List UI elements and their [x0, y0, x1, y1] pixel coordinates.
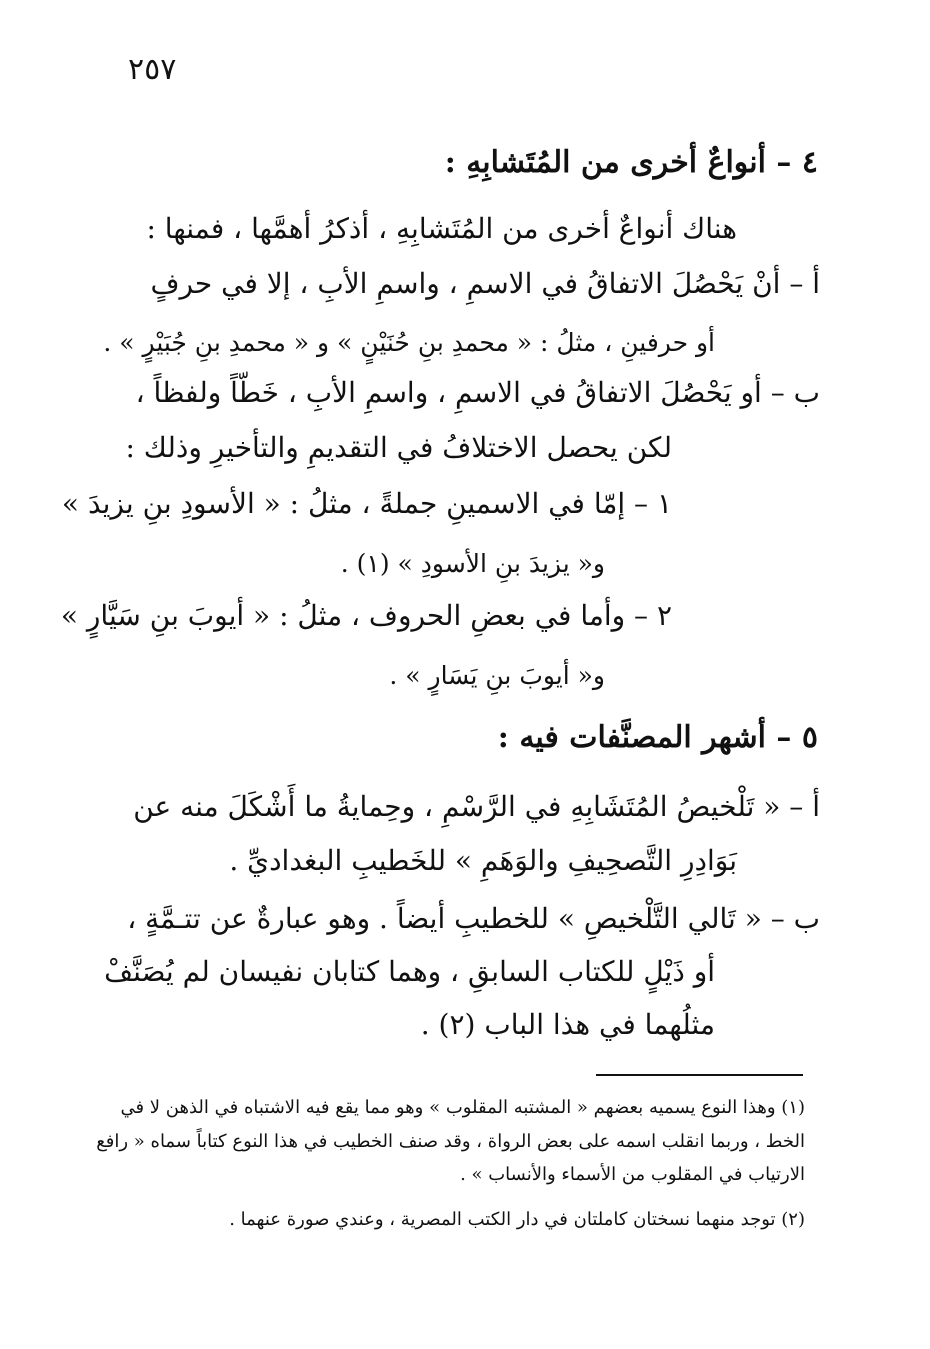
section-5-point-b-line-1: ب – « تَالي التَّلْخيصِ » للخطيبِ أيضاً . وهو عبارةٌ عن تتـمَّةٍ ، — [127, 902, 820, 935]
section-4-item-2-line-1: ٢ – وأما في بعضِ الحروف ، مثلُ : « أيوبَ بنِ سَيَّارٍ » — [60, 599, 672, 632]
section-4-item-1-line-2: و« يزيدَ بنِ الأسودِ » (١) . — [340, 549, 605, 578]
section-4-item-1-line-1: ١ – إمّا في الاسمينِ جملةً ، مثلُ : « الأسودِ بنِ يزيدَ » — [61, 487, 672, 520]
section-5-point-b-line-3: مثلُهما في هذا الباب (٢) . — [420, 1008, 715, 1041]
section-5-point-a-line-2: بَوَادِرِ التَّصحِيفِ والوَهَمِ » للخَطيبِ البغداديِّ . — [229, 844, 737, 877]
section-4-point-a-line-1: أ – أنْ يَحْصُلَ الاتفاقُ في الاسمِ ، واسمِ الأبِ ، إلا في حرفٍ — [150, 267, 820, 300]
footnote-2: (٢) توجد منهما نسختان كاملتان في دار الكتب المصرية ، وعندي صورة عنهما . — [229, 1209, 805, 1230]
section-5-heading: ٥ – أشهر المصنَّفات فيه : — [497, 720, 818, 755]
section-4-point-a-line-2: أو حرفينِ ، مثلُ : « محمدِ بنِ حُنَيْنٍ » و « محمدِ بنِ جُبَيْرٍ » . — [103, 328, 715, 357]
section-5-point-a-line-1: أ – « تَلْخيصُ المُتَشَابِهِ في الرَّسْمِ ، وحِمايةُ ما أَشْكَلَ منه عن — [133, 790, 820, 823]
footnote-1-line-2: الخط ، وربما انقلب اسمه على بعض الرواة ، وقد صنف الخطيب في هذا النوع كتاباً سماه « رافع — [96, 1131, 805, 1152]
section-4-heading: ٤ – أنواعٌ أخرى من المُتَشابِهِ : — [444, 145, 818, 180]
section-4-intro: هناك أنواعٌ أخرى من المُتَشابِهِ ، أذكرُ أهمَّها ، فمنها : — [146, 212, 737, 245]
footnote-1-line-1: (١) وهذا النوع يسميه بعضهم « المشتبه المقلوب » وهو مما يقع فيه الاشتباه في الذهن لا في — [120, 1097, 805, 1118]
section-4-point-b-line-1: ب – أو يَحْصُلَ الاتفاقُ في الاسمِ ، واسمِ الأبِ ، خَطّاً ولفظاً ، — [135, 376, 820, 409]
page-number: ٢٥٧ — [128, 52, 177, 87]
footnote-separator — [596, 1074, 803, 1076]
section-4-item-2-line-2: و« أيوبَ بنِ يَسَارٍ » . — [389, 661, 605, 690]
section-4-point-b-line-2: لكن يحصل الاختلافُ في التقديمِ والتأخيرِ وذلك : — [125, 431, 672, 464]
section-5-point-b-line-2: أو ذَيْلٍ للكتاب السابقِ ، وهما كتابان نفيسان لم يُصَنَّفْ — [104, 955, 715, 988]
footnote-1-line-3: الارتياب في المقلوب من الأسماء والأنساب » . — [460, 1164, 805, 1185]
